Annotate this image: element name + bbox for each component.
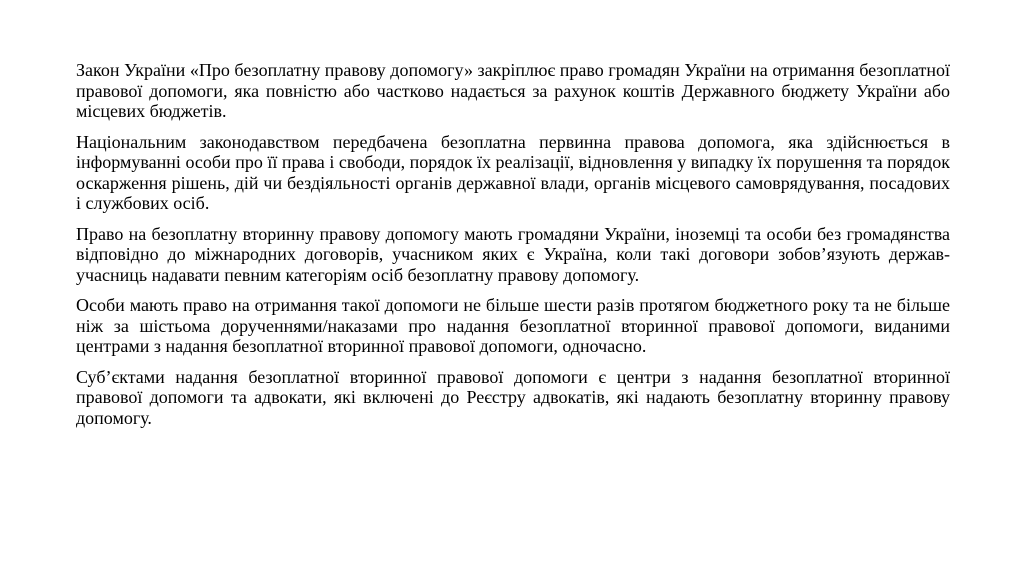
slide-text-block [76, 60, 950, 438]
paragraph-secondary-legal-aid-right: Право на безоплатну вторинну правову допомогу мають громадяни України, іноземці та особи без громадянства відповідно до міжнародних договорів, учасником яких є Україна, коли такі договори зобов’язують держав-учасниць надавати певним категоріям осіб безоплатну правову допомогу. [76, 223, 950, 285]
paragraph-primary-legal-aid: Національним законодавством передбачена безоплатна первинна правова допомога, яка здійснюється в інформуванні особи про її права і свободи, порядок їх реалізації, відновлення у випадку їх порушення та порядок оскарження рішень, дій чи бездіяльності органів державної влади, органів місцевого самоврядування, посадових і службових осіб. [76, 131, 950, 213]
paragraph-aid-limits: Особи мають право на отримання такої допомоги не більше шести разів протягом бюджетного року та не більше ніж за шістьома дорученнями/наказами про надання безоплатної вторинної правової допомоги, виданими центрами з надання безоплатної вторинної правової допомоги, одночасно. [76, 295, 950, 356]
paragraph-aid-providers: Суб’єктами надання безоплатної вторинної правової допомоги є центри з надання безоплатної вторинної правової допомоги та адвокати, які включені до Реєстру адвокатів, які надають безоплатну вторинну правову допомогу. [76, 366, 950, 428]
paragraph-free-legal-aid-law: Закон України «Про безоплатну правову допомогу» закріплює право громадян України на отримання безоплатної правової допомоги, яка повністю або частково надається за рахунок коштів Державного бюджету України або місцевих бюджетів. [76, 60, 950, 121]
